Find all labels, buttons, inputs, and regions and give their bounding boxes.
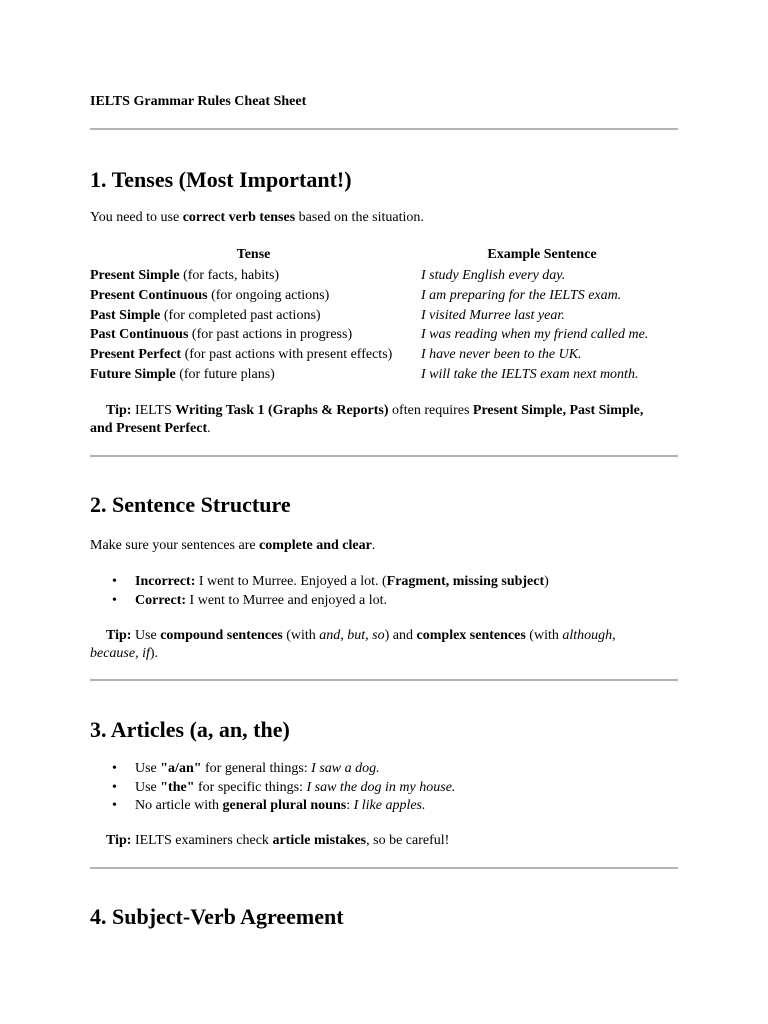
bullet-icon: • bbox=[112, 574, 117, 589]
structure-list bbox=[90, 573, 549, 610]
example-cell: I was reading when my friend called me. bbox=[421, 327, 649, 343]
articles-list bbox=[90, 760, 455, 816]
tense-cell: Present Simple (for facts, habits) bbox=[90, 268, 280, 283]
tense-cell: Present Perfect (for past actions with present effects) bbox=[90, 347, 393, 363]
example-cell: I visited Murree last year. bbox=[421, 307, 565, 323]
bullet-icon: • bbox=[112, 761, 117, 776]
list-item: • Incorrect: I went to Murree. Enjoyed a lot. (Fragment, missing subject) bbox=[112, 574, 549, 589]
bullet-icon: • bbox=[112, 779, 117, 795]
table-row bbox=[90, 308, 667, 328]
list-item: • Use "a/an" for general things: I saw a dog. bbox=[112, 761, 380, 776]
divider bbox=[90, 679, 678, 681]
tense-cell: Present Continuous (for ongoing actions) bbox=[90, 287, 330, 303]
tenses-intro: You need to use correct verb tenses based on the situation. bbox=[90, 210, 424, 225]
example-cell: I have never been to the UK. bbox=[421, 347, 582, 363]
example-cell: I am preparing for the IELTS exam. bbox=[421, 287, 622, 303]
example-cell: I will take the IELTS exam next month. bbox=[421, 366, 639, 382]
table-row bbox=[90, 367, 667, 387]
section-heading-agreement: 4. Subject-Verb Agreement bbox=[90, 904, 344, 929]
table-row bbox=[90, 268, 667, 288]
structure-intro: Make sure your sentences are complete and clear. bbox=[90, 538, 376, 553]
tense-cell: Future Simple (for future plans) bbox=[90, 366, 275, 382]
bullet-icon: • bbox=[112, 592, 117, 608]
tense-cell: Past Simple (for completed past actions) bbox=[90, 307, 321, 323]
divider bbox=[90, 128, 678, 130]
section-heading-articles: 3. Articles (a, an, the) bbox=[90, 717, 290, 742]
column-header-tense: Tense bbox=[236, 247, 271, 262]
divider bbox=[90, 867, 678, 869]
table-row bbox=[90, 347, 667, 367]
tenses-tip: Tip: IELTS Writing Task 1 (Graphs & Reports) often requires Present Simple, Past Simple, and Present Perfect. bbox=[90, 403, 644, 436]
example-cell: I study English every day. bbox=[421, 268, 566, 283]
table-header-row bbox=[90, 247, 667, 268]
document-title: IELTS Grammar Rules Cheat Sheet bbox=[90, 94, 307, 109]
column-header-example: Example Sentence bbox=[487, 247, 597, 262]
list-item: • No article with general plural nouns: I like apples. bbox=[112, 798, 426, 813]
section-heading-structure: 2. Sentence Structure bbox=[90, 492, 291, 517]
list-item: • Correct: I went to Murree and enjoyed a lot. bbox=[112, 592, 388, 608]
divider bbox=[90, 455, 678, 457]
table-row bbox=[90, 288, 667, 308]
table-row bbox=[90, 327, 667, 347]
tense-cell: Past Continuous (for past actions in progress) bbox=[90, 327, 353, 343]
bullet-icon: • bbox=[112, 798, 117, 813]
structure-tip: Tip: Use compound sentences (with and, but, so) and complex sentences (with although, because, if). bbox=[90, 628, 616, 661]
section-heading-tenses: 1. Tenses (Most Important!) bbox=[90, 167, 352, 192]
tense-table bbox=[90, 247, 667, 387]
list-item: • Use "the" for specific things: I saw the dog in my house. bbox=[112, 779, 456, 795]
articles-tip: Tip: IELTS examiners check article mistakes, so be careful! bbox=[106, 833, 450, 848]
